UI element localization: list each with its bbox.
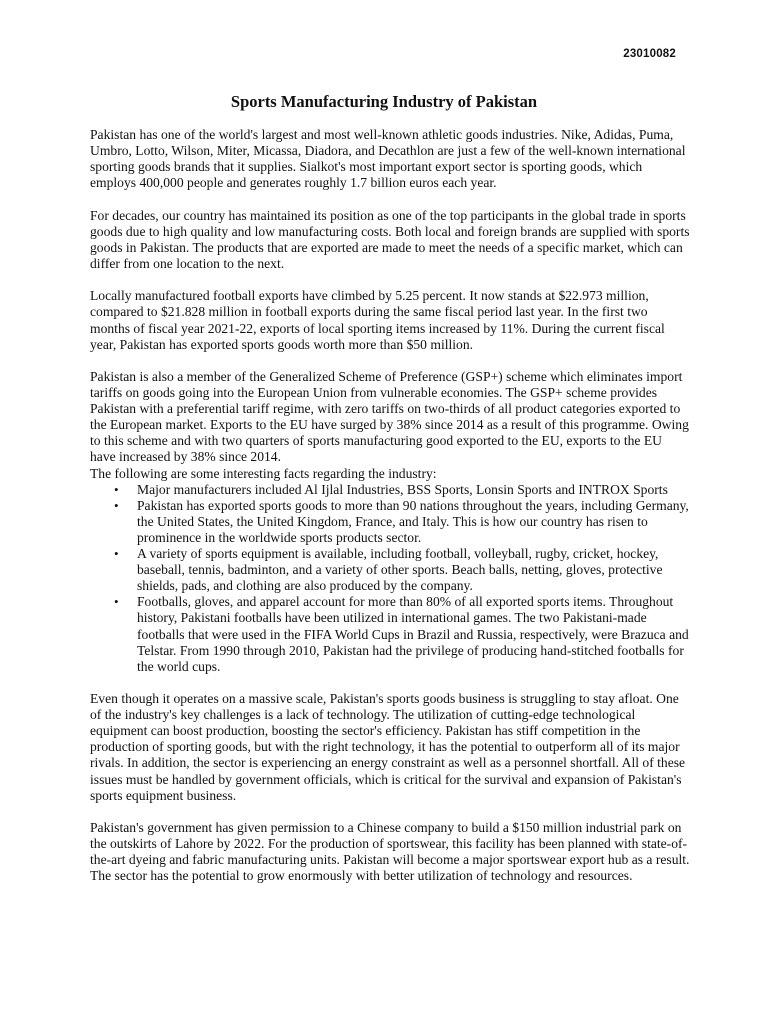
fact-item-footballs: • Footballs, gloves, and apparel account for more than 80% of all exported sports items. Throughout history, Pakistani footballs have been utilized in international games. The two Pakistani-made footballs that were used in the FIFA World Cups in Brazil and Russia, respectively, were Brazuca and Telstar. From 1990 through 2010, Pakistan had the privilege of producing hand-stitched footballs for the world cups. — [137, 594, 690, 674]
facts-list — [90, 482, 690, 675]
paragraph-global-trade: For decades, our country has maintained its position as one of the top participants in the global trade in sports goods due to high quality and low manufacturing costs. Both local and foreign brands are supplied with sports goods in Pakistan. The products that are exported are made to meet the needs of a specific market, which can differ from one location to the next. — [90, 207, 690, 271]
document-title: Sports Manufacturing Industry of Pakistan — [230, 92, 538, 111]
document-body — [90, 127, 690, 901]
paragraph-gsp-scheme: Pakistan is also a member of the Generalized Scheme of Preference (GSP+) scheme which eliminates import tariffs on goods going into the European Union from vulnerable economies. The GSP+ scheme provides Pakistan with a preferential tariff regime, with zero tariffs on two-thirds of all product categories exported to the European market. Exports to the EU have surged by 38% since 2014 as a result of this programme. Owing to this scheme and with two quarters of sports manufacturing good exported to the EU, exports to the EU have increased by 38% since 2014. — [90, 369, 689, 465]
paragraph-challenges: Even though it operates on a massive scale, Pakistan's sports goods business is struggling to stay afloat. One of the industry's key challenges is a lack of technology. The utilization of cutting-edge technological equipment can boost production, boosting the sector's efficiency. Pakistan has stiff competition in the production of sporting goods, but with the right technology, it has the potential to outperform all of its major rivals. In addition, the sector is experiencing an energy constraint as well as a personnel shortfall. All of these issues must be handled by government officials, which is critical for the survival and expansion of Pakistan's sports equipment business. — [90, 691, 686, 803]
fact-item-export-nations: • Pakistan has exported sports goods to more than 90 nations throughout the years, including Germany, the United States, the United Kingdom, France, and Italy. This is how our country has risen to prominence in the worldwide sports products sector. — [137, 498, 690, 546]
paragraph-football-exports: Locally manufactured football exports have climbed by 5.25 percent. It now stands at $22.973 million, compared to $21.828 million in football exports during the same fiscal period last year. In the first two months of fiscal year 2021-22, exports of local sporting items increased by 11%. During the current fiscal year, Pakistan has exported sports goods worth more than $50 million. — [90, 288, 665, 352]
paragraph-intro: Pakistan has one of the world's largest and most well-known athletic goods industries. Nike, Adidas, Puma, Umbro, Lotto, Wilson, Miter, Micassa, Diadora, and Decathlon are just a few of the well-known international sporting goods brands that it supplies. Sialkot's most important export sector is sporting goods, which employs 400,000 people and generates roughly 1.7 billion euros each year. — [90, 127, 686, 191]
paragraph-industrial-park: Pakistan's government has given permission to a Chinese company to build a $150 million industrial park on the outskirts of Lahore by 2022. For the production of sportswear, this facility has been planned with state-of-the-art dyeing and fabric manufacturing units. Pakistan will become a major sportswear export hub as a result. The sector has the potential to grow enormously with better utilization of technology and resources. — [90, 820, 690, 884]
student-id: 23010082 — [623, 48, 676, 60]
fact-item-equipment-variety: • A variety of sports equipment is available, including football, volleyball, rugby, cricket, hockey, baseball, tennis, badminton, and a variety of other sports. Beach balls, netting, gloves, protective shields, pads, and clothing are also produced by the company. — [137, 546, 690, 594]
facts-intro: The following are some interesting facts regarding the industry: — [90, 465, 437, 481]
fact-item-manufacturers: • Major manufacturers included Al Ijlal Industries, BSS Sports, Lonsin Sports and INTROX Sports — [137, 482, 690, 498]
